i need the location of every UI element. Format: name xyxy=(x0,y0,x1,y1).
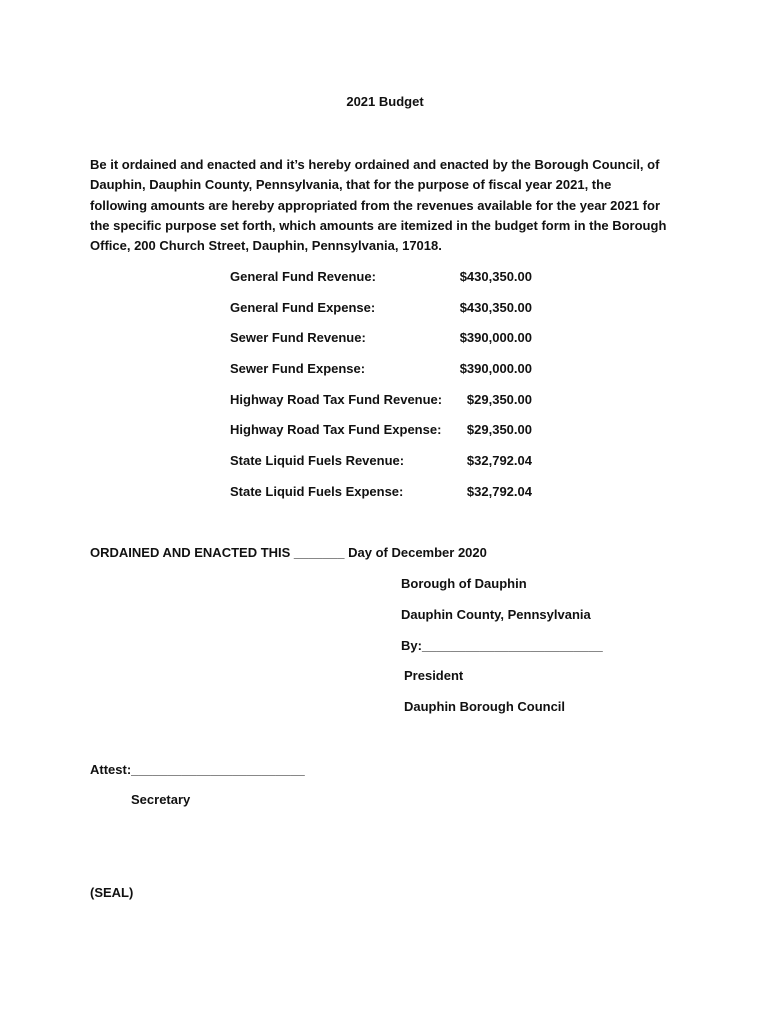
by-signature-line: By:_________________________ xyxy=(401,638,603,653)
budget-label-sewer-expense: Sewer Fund Expense: xyxy=(230,361,366,376)
budget-amount-highway-expense: $29,350.00 xyxy=(466,422,532,437)
paragraph-line: Be it ordained and enacted and it’s hereby ordained and enacted by the Borough Council, of xyxy=(90,157,660,172)
budget-label-general-expense: General Fund Expense: xyxy=(230,300,376,315)
budget-label-highway-expense: Highway Road Tax Fund Expense: xyxy=(230,422,442,437)
paragraph-line: following amounts are hereby appropriated from the revenues available for the year 2021 for xyxy=(90,197,661,213)
secretary-label: Secretary xyxy=(131,792,191,807)
budget-amount-sewer-expense: $390,000.00 xyxy=(459,361,532,376)
borough-name: Borough of Dauphin xyxy=(401,576,527,591)
budget-amount-sewer-revenue: $390,000.00 xyxy=(459,330,532,345)
signer-title: President xyxy=(404,668,464,683)
budget-amount-general-revenue: $430,350.00 xyxy=(459,269,532,284)
budget-amount-fuels-expense: $32,792.04 xyxy=(466,484,532,499)
budget-label-sewer-revenue: Sewer Fund Revenue: xyxy=(230,330,366,345)
budget-amount-general-expense: $430,350.00 xyxy=(459,300,532,315)
council-name: Dauphin Borough Council xyxy=(404,699,566,714)
budget-amount-highway-revenue: $29,350.00 xyxy=(466,392,532,407)
budget-label-highway-revenue: Highway Road Tax Fund Revenue: xyxy=(230,392,443,407)
seal-label: (SEAL) xyxy=(90,885,134,900)
paragraph-line: Office, 200 Church Street, Dauphin, Pennsylvania, 17018. xyxy=(90,238,442,254)
budget-label-fuels-revenue: State Liquid Fuels Revenue: xyxy=(230,453,405,468)
attest-line: Attest:________________________ xyxy=(90,762,305,777)
budget-label-fuels-expense: State Liquid Fuels Expense: xyxy=(230,484,404,499)
budget-label-general-revenue: General Fund Revenue: xyxy=(230,269,376,284)
paragraph-line: Dauphin, Dauphin County, Pennsylvania, that for the purpose of fiscal year 2021, the xyxy=(90,177,612,193)
enacted-line: ORDAINED AND ENACTED THIS _______ Day of December 2020 xyxy=(90,545,487,560)
document-title: 2021 Budget xyxy=(346,94,424,109)
budget-amount-fuels-revenue: $32,792.04 xyxy=(466,453,532,468)
ordinance-paragraph xyxy=(90,155,690,256)
paragraph-line: the specific purpose set forth, which amounts are itemized in the budget form in the Borough xyxy=(90,217,667,233)
county-name: Dauphin County, Pennsylvania xyxy=(401,607,591,622)
